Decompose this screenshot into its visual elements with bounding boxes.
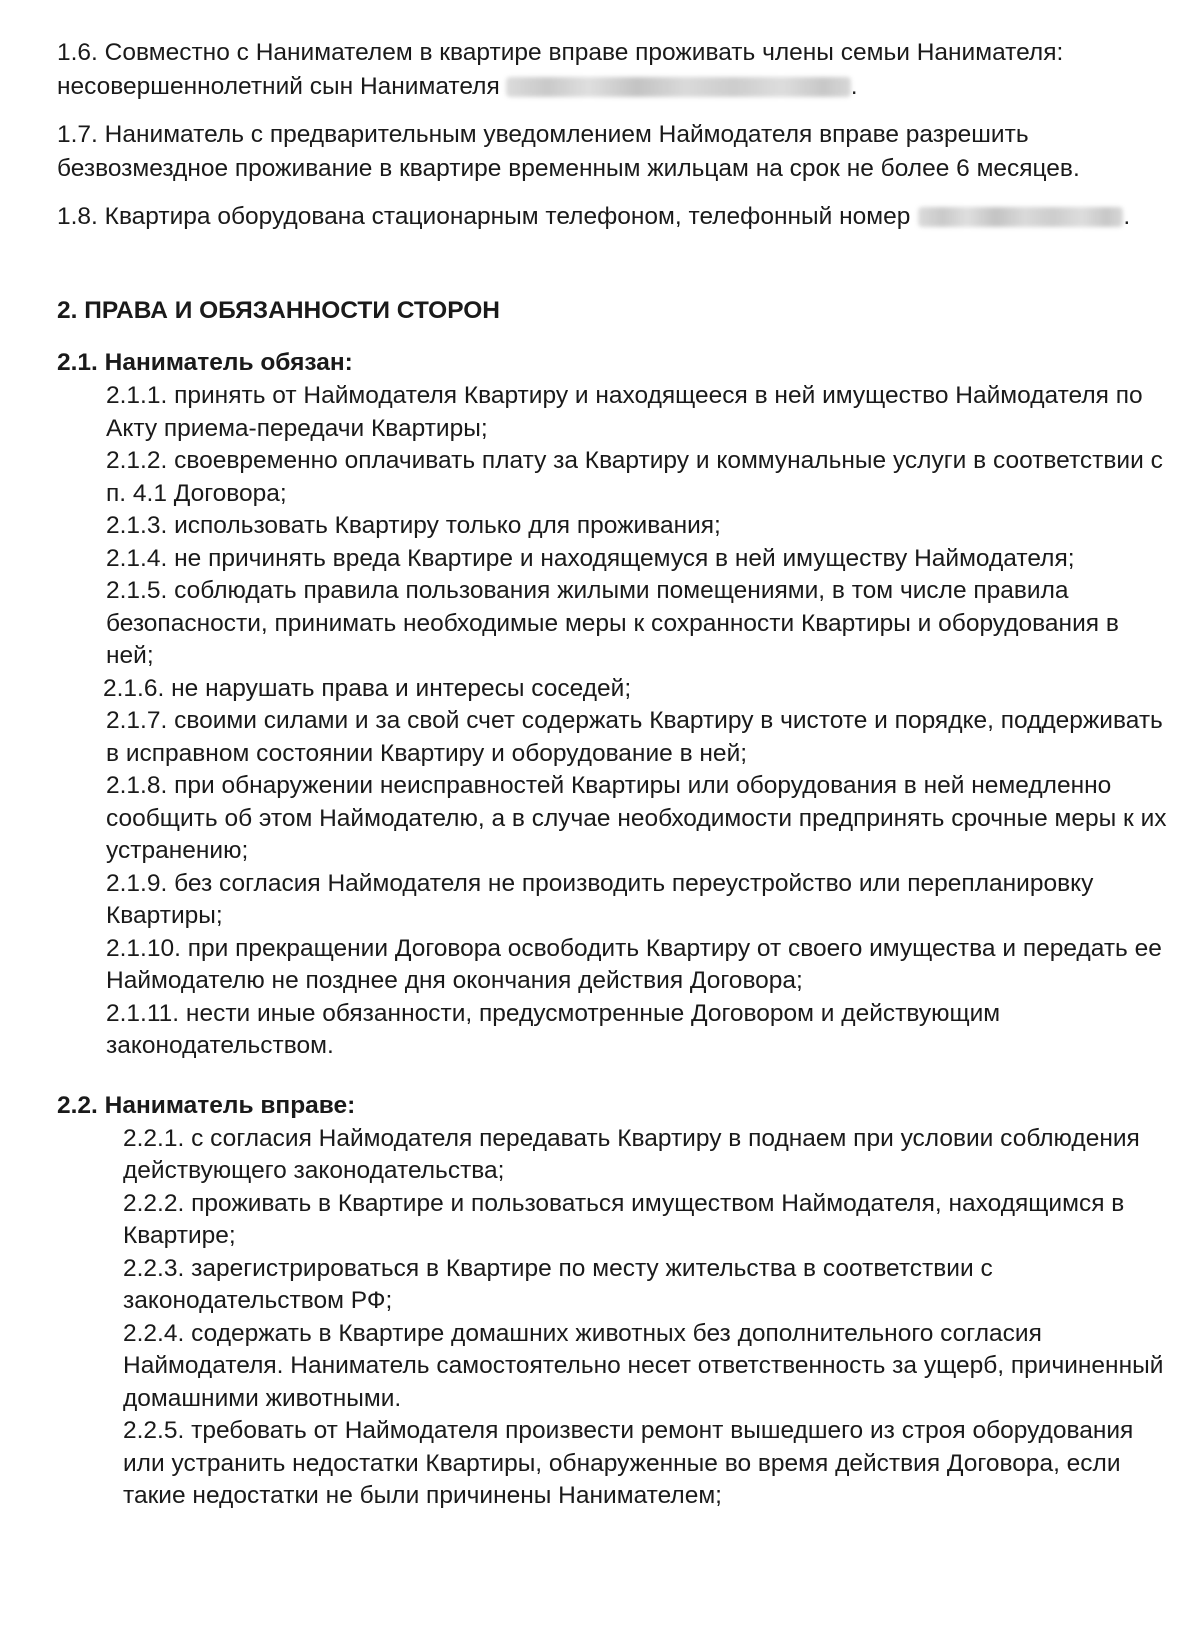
clause-1-7-text: 1.7. Наниматель с предварительным уведомлением Наймодателя вправе разрешить безвозмездное проживание в квартире временным жильцам на срок не более 6 месяцев.	[57, 121, 1080, 182]
list-item: 2.1.7. своими силами и за свой счет содержать Квартиру в чистоте и порядке, поддерживать в исправном состоянии Квартиру и оборудование в ней;	[106, 707, 1163, 767]
list-item: 2.2.3. зарегистрироваться в Квартире по месту жительства в соответствии с законодательством РФ;	[123, 1254, 993, 1314]
clause-1-8	[57, 200, 1167, 234]
list-item: 2.1.1. принять от Наймодателя Квартиру и находящееся в ней имущество Наймодателя по Акту приема-передачи Квартиры;	[106, 382, 1143, 442]
list-item: 2.1.10. при прекращении Договора освободить Квартиру от своего имущества и передать ее Наймодателю не позднее дня окончания действия Договора;	[106, 934, 1162, 994]
section-2-2-title: 2.2. Наниматель вправе:	[57, 1091, 356, 1119]
clause-1-6-text: 1.6. Совместно с Нанимателем в квартире вправе проживать члены семьи Нанимателя: несовершеннолетний сын Нанимателя	[57, 39, 1064, 100]
list-item: 2.1.3. использовать Квартиру только для проживания;	[106, 512, 721, 539]
list-item: 2.1.4. не причинять вреда Квартире и находящемуся в ней имуществу Наймодателя;	[106, 544, 1075, 572]
clause-1-8-text: 1.8. Квартира оборудована стационарным телефоном, телефонный номер	[57, 203, 911, 230]
clause-1-8-end: .	[1123, 203, 1131, 230]
clause-1-7	[57, 118, 1167, 186]
section-2-1-title: 2.1. Наниматель обязан:	[57, 349, 353, 376]
list-item: 2.1.8. при обнаружении неисправностей Квартиры или оборудования в ней немедленно сообщить об этом Наймодателю, а в случае необходимости предпринять срочные меры к их устранению;	[106, 772, 1167, 864]
section-2-1-list	[57, 380, 1167, 1063]
section-2-title: 2. ПРАВА И ОБЯЗАННОСТИ СТОРОН	[57, 297, 500, 324]
list-item: 2.1.9. без согласия Наймодателя не производить переустройство или перепланировку Квартиры;	[106, 869, 1094, 929]
redacted-phone	[918, 207, 1123, 227]
list-item: 2.1.2. своевременно оплачивать плату за Квартиру и коммунальные услуги в соответствии с п. 4.1 Договора;	[106, 447, 1163, 507]
redacted-name	[506, 77, 851, 97]
clause-1-6-end: .	[850, 73, 858, 100]
list-item: 2.2.1. с согласия Наймодателя передавать Квартиру в поднаем при условии соблюдения действующего законодательства;	[123, 1124, 1140, 1184]
list-item: 2.1.5. соблюдать правила пользования жилыми помещениями, в том числе правила безопасности, принимать необходимые меры к сохранности Квартиры и оборудования в ней;	[106, 577, 1119, 669]
list-item: 2.1.11. нести иные обязанности, предусмотренные Договором и действующим законодательством.	[106, 999, 1001, 1059]
clause-1-6	[57, 36, 1167, 104]
list-item: 2.1.6. не нарушать права и интересы соседей;	[103, 674, 632, 702]
list-item: 2.2.4. содержать в Квартире домашних животных без дополнительного согласия Наймодателя. Наниматель самостоятельно несет ответственность за ущерб, причиненный домашними животными.	[123, 1319, 1164, 1412]
list-item: 2.2.5. требовать от Наймодателя произвести ремонт вышедшего из строя оборудования или устранить недостатки Квартиры, обнаруженные во время действия Договора, если такие недостатки не были причинены Нанимателем;	[123, 1417, 1134, 1509]
list-item: 2.2.2. проживать в Квартире и пользоваться имуществом Наймодателя, находящимся в Квартире;	[123, 1189, 1125, 1249]
section-2-2-list	[57, 1123, 1167, 1513]
document	[57, 36, 1167, 1513]
